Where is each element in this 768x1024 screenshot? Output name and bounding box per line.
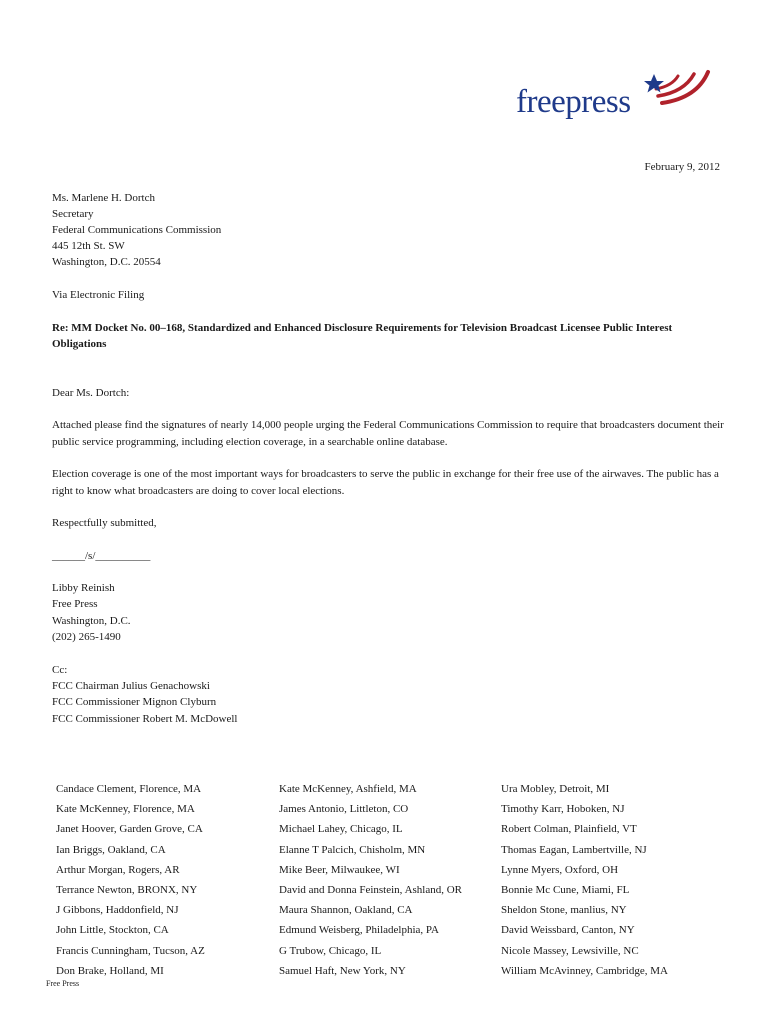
recipient-city: Washington, D.C. 20554 [52, 256, 161, 268]
recipient-org: Federal Communications Commission [52, 224, 222, 236]
sender-org: Free Press [52, 598, 98, 610]
recipient-street: 445 12th St. SW [52, 240, 125, 252]
signature-entry: Mike Beer, Milwaukee, WI [279, 863, 400, 876]
signature-entry: Robert Colman, Plainfield, VT [501, 823, 637, 836]
signature-entry: Ura Mobley, Detroit, MI [501, 783, 610, 795]
salutation: Dear Ms. Dortch: [52, 387, 130, 399]
signature-entry: Maura Shannon, Oakland, CA [279, 904, 413, 917]
cc-name: FCC Commissioner Mignon Clyburn [52, 696, 217, 708]
signature-entry: James Antonio, Littleton, CO [279, 803, 409, 816]
signature-entry: Terrance Newton, BRONX, NY [56, 883, 198, 896]
signature-entry: Nicole Massey, Lewsiville, NC [501, 944, 639, 957]
signature-entry: G Trubow, Chicago, IL [279, 944, 382, 957]
cc-label: Cc: [52, 664, 68, 676]
freepress-logo [512, 58, 722, 128]
signature-entry: Kate McKenney, Florence, MA [56, 803, 195, 816]
page-footer: Free Press [46, 979, 80, 988]
signature-column-3 [501, 779, 731, 981]
sender-phone: (202) 265-1490 [52, 631, 121, 643]
signature-entry: Lynne Myers, Oxford, OH [501, 863, 619, 876]
signature-entry: Michael Lahey, Chicago, IL [279, 823, 403, 836]
signature-entry: Janet Hoover, Garden Grove, CA [56, 823, 203, 836]
signature-entry: William McAvinney, Cambridge, MA [501, 964, 668, 977]
signature-entry: J Gibbons, Haddonfield, NJ [56, 904, 179, 917]
closing: Respectfully submitted, [52, 517, 157, 529]
signature-entry: Thomas Eagan, Lambertville, NJ [501, 843, 647, 856]
signature-entry: Arthur Morgan, Rogers, AR [56, 863, 180, 876]
delivery-method: Via Electronic Filing [52, 289, 145, 301]
subject-line-2: Obligations [52, 338, 107, 350]
signature-entry: Kate McKenney, Ashfield, MA [279, 783, 417, 795]
signature-entry: Ian Briggs, Oakland, CA [56, 843, 166, 856]
sender-name: Libby Reinish [52, 582, 115, 594]
cc-name: FCC Chairman Julius Genachowski [52, 680, 210, 692]
body-paragraph-1: Attached please find the signatures of nearly 14,000 people urging the Federal Communications Commission to require that broadcasters document their public service programming, including election coverage, in a searchable online database. [52, 419, 724, 448]
signature-entry: Samuel Haft, New York, NY [279, 964, 406, 977]
signature-entry: Don Brake, Holland, MI [56, 964, 164, 977]
signature-entry: David Weissbard, Canton, NY [501, 924, 635, 937]
subject-line-1: Re: MM Docket No. 00–168, Standardized and Enhanced Disclosure Requirements for Television Broadcast Licensee Public Interest [52, 322, 673, 334]
signature-entry: Francis Cunningham, Tucson, AZ [56, 944, 205, 957]
body-paragraph-2: Election coverage is one of the most important ways for broadcasters to serve the public in exchange for their free use of the airwaves. The public has a right to know what broadcasters are doing to cover local elections. [52, 468, 719, 497]
signature-line: ______/s/__________ [52, 550, 151, 562]
cc-name: FCC Commissioner Robert M. McDowell [52, 713, 238, 725]
signature-entry: Edmund Weisberg, Philadelphia, PA [279, 924, 439, 937]
signature-entry: Timothy Karr, Hoboken, NJ [501, 803, 625, 816]
signature-column-2 [279, 779, 509, 981]
sender-city: Washington, D.C. [52, 615, 131, 627]
signature-entry: Sheldon Stone, manlius, NY [501, 904, 627, 917]
signature-entry: Candace Clement, Florence, MA [56, 783, 202, 795]
signature-entry: David and Donna Feinstein, Ashland, OR [279, 883, 463, 896]
signature-column-1 [56, 779, 286, 981]
signature-entry: Elanne T Palcich, Chisholm, MN [279, 843, 426, 856]
signature-entry: John Little, Stockton, CA [56, 924, 169, 937]
recipient-title: Secretary [52, 208, 94, 220]
signature-entry: Bonnie Mc Cune, Miami, FL [501, 883, 630, 896]
recipient-name: Ms. Marlene H. Dortch [52, 192, 155, 204]
logo-wordmark: freepress [516, 84, 631, 120]
letter-date: February 9, 2012 [644, 161, 720, 173]
